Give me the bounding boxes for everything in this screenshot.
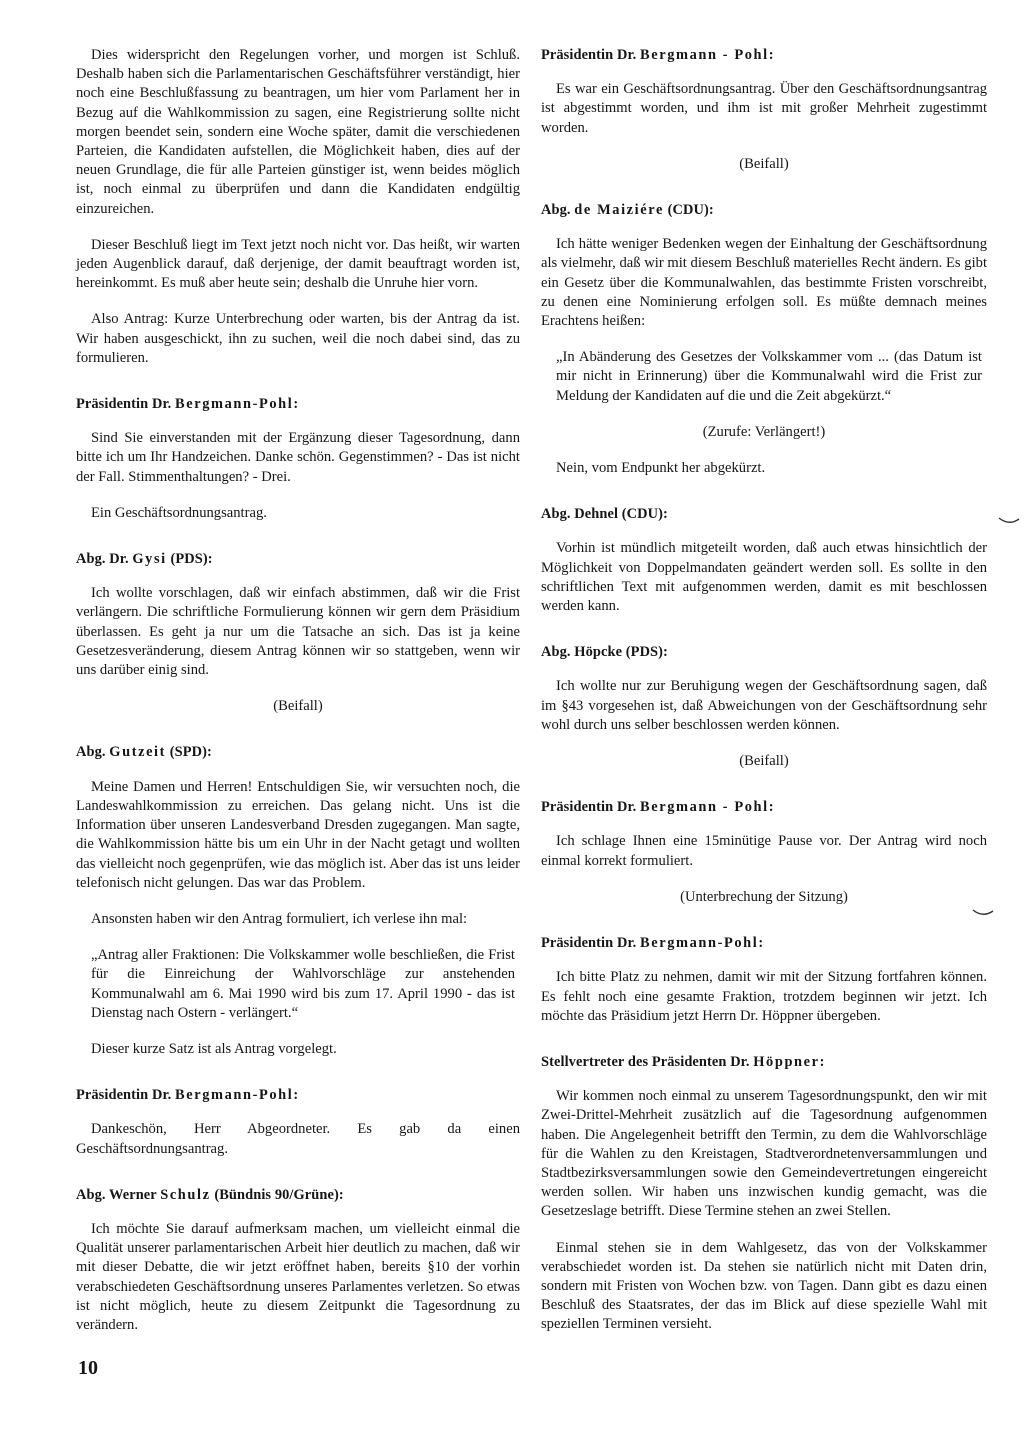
- speaker-party: (CDU):: [621, 506, 668, 523]
- speaker-colon: :: [293, 1087, 299, 1104]
- speaker-party: (Bündnis 90/Grüne):: [214, 1186, 344, 1203]
- quoted-motion: „Antrag aller Fraktionen: Die Volkskammer wolle beschließen, die Frist für die Einreichung der Wahlvorschläge zur anstehenden Kommunalwahl am 6. Mai 1990 wird bis zum 17. April 1990 - das ist Dienstag nach Ostern - verlängert.“: [91, 947, 515, 1021]
- interjection-note: (Zurufe: Verlängert!): [702, 423, 826, 440]
- paragraph: Einmal stehen sie in dem Wahlgesetz, das von der Volkskammer verabschiedet worden ist. Da stehen sie natürlich nicht mit Daten drin, sondern mit Fristen von Wochen bzw. von Tagen. Dann gibt es dazu einen Beschluß des Staatsrates, der das im Blick auf diese spezielle Wahl mit speziellen Terminen versieht.: [541, 1239, 987, 1333]
- speaker-heading: [76, 395, 520, 414]
- speaker-title: Abg. Dr.: [76, 551, 129, 568]
- speaker-name: Bergmann - Pohl: [640, 799, 769, 816]
- speaker-heading: [76, 1186, 520, 1205]
- paragraph: Ich möchte Sie darauf aufmerksam machen, um vielleicht einmal die Qualität unserer parlamentarischen Arbeit hier deutlich zu machen, daß wir mit dieser Debatte, die wir jetzt eröffnet haben, bereits §10 der vorhin verabschiedeten Geschäftsordnung unseres Parlamentes verletzen. So etwas ist nicht möglich, heute zu diesem Zeitpunkt die Tagesordnung zu verändern.: [76, 1220, 520, 1333]
- speaker-heading: [541, 1053, 987, 1072]
- paragraph: Ich wollte nur zur Beruhigung wegen der Geschäftsordnung sagen, daß im §43 vorgesehen ist, daß Abweichungen von der Geschäftsordnung sehr wohl durch uns selber beschlossen werden können.: [541, 678, 987, 733]
- paragraph: Meine Damen und Herren! Entschuldigen Sie, wir versuchten noch, die Landeswahlkommission zu erreichen. Das gelang nicht. Uns ist die Information über unseren Landesverband Dresden zugegangen. Man sagte, die Wahlkommission hätte bis um ein Uhr in der Nacht getagt und wollten das vielleicht noch gegenprüfen, wie das möglich ist. Aber das ist uns leider telefonisch nicht gelungen. Das war das Problem.: [76, 778, 520, 891]
- speaker-name: Gutzeit: [109, 744, 167, 761]
- speaker-heading: [76, 1086, 520, 1105]
- speaker-title: Abg.: [541, 506, 571, 523]
- quoted-text: „In Abänderung des Gesetzes der Volkskammer vom ... (das Datum ist mir nicht in Erinnerung) über die Kommunalwahl wird die Frist zur Meldung der Kandidaten auf die und die Zeit abgekürzt.“: [556, 349, 982, 404]
- applause-note: (Beifall): [739, 753, 789, 770]
- paragraph: Dies widerspricht den Regelungen vorher, und morgen ist Schluß. Deshalb haben sich die Parlamentarischen Geschäftsführer verständigt, hier noch eine Beschlußfassung zu beantragen, um hier vom Parlament her in Bezug auf die Wahlkommission zu sagen, eine Registrierung sollte nicht morgen beendet sein, sondern eine Woche später, damit die verschiedenen Parteien, die Kandidaten aufstellen, die Möglichkeit haben, dies auf der neuen Grundlage, die für alle Parteien günstiger ist, wenn beides möglich ist, noch einmal zu überprüfen und dann die Kandidaten endgültig einzureichen.: [76, 47, 520, 217]
- speaker-party: (PDS):: [625, 644, 668, 661]
- speaker-heading: [76, 550, 520, 569]
- speaker-party: (PDS):: [170, 551, 213, 568]
- speaker-title: Präsidentin Dr.: [541, 799, 637, 816]
- speaker-colon: :: [293, 396, 299, 413]
- paragraph: Dankeschön, Herr Abgeordneter. Es gab da einen Geschäftsordnungsantrag.: [76, 1121, 520, 1157]
- right-column: [541, 46, 987, 1352]
- speaker-heading: [541, 46, 987, 65]
- speaker-name: Höppner: [753, 1053, 820, 1070]
- paragraph: Also Antrag: Kurze Unterbrechung oder warten, bis der Antrag da ist. Wir haben ausgeschickt, ihn zu suchen, weil die noch dabei sind, das zu formulieren.: [76, 311, 520, 366]
- paragraph: Sind Sie einverstanden mit der Ergänzung dieser Tagesordnung, dann bitte ich um Ihr Handzeichen. Danke schön. Gegenstimmen? - Das ist nicht der Fall. Stimmenthaltungen? - Drei.: [76, 430, 520, 485]
- speaker-colon: :: [819, 1053, 825, 1070]
- applause-note: (Beifall): [739, 155, 789, 172]
- paragraph: Nein, vom Endpunkt her abgekürzt.: [556, 460, 766, 477]
- speaker-heading: [76, 743, 520, 762]
- speaker-heading: [541, 643, 987, 662]
- paragraph: Ich bitte Platz zu nehmen, damit wir mit der Sitzung fortfahren können. Es fehlt noch eine gesamte Fraktion, trotzdem beginnen wir jetzt. Ich möchte das Präsidium jetzt Herrn Dr. Höppner übergeben.: [541, 969, 987, 1024]
- paragraph: Wir kommen noch einmal zu unserem Tagesordnungspunkt, den wir mit Zwei-Drittel-Mehrheit zusätzlich auf die Tagesordnung aufgenommen haben. Die Angelegenheit betrifft den Termin, zu dem die Wahlvorschläge für die Wahlen zu den Kreistagen, Stadtverordnetenversammlungen und Stadtbezirksversammlungen sowie den Gemeindevertretungen eingereicht werden sollen. Wir haben uns inzwischen kundig gemacht, was die Gesetzeslage betrifft. Diese Termine stehen an zwei Stellen.: [541, 1088, 987, 1220]
- paragraph: Ich schlage Ihnen eine 15minütige Pause vor. Der Antrag wird noch einmal korrekt formuliert.: [541, 833, 987, 869]
- paragraph: Dieser Beschluß liegt im Text jetzt noch nicht vor. Das heißt, wir warten jeden Augenblick darauf, daß derjenige, der damit beauftragt worden ist, hereinkommt. Es muß aber heute sein; deshalb die Unruhe hier vorn.: [76, 236, 520, 292]
- paragraph: Ansonsten haben wir den Antrag formuliert, ich verlese ihn mal:: [91, 910, 468, 927]
- speaker-title: Abg.: [541, 644, 571, 661]
- speaker-name: Bergmann-Pohl: [640, 935, 759, 952]
- speaker-name: Dehnel: [574, 506, 619, 523]
- margin-tick-mark: [998, 516, 1020, 526]
- speaker-title: Abg.: [76, 744, 106, 761]
- speaker-name: Bergmann - Pohl: [640, 47, 769, 63]
- speaker-party: (CDU):: [667, 202, 714, 219]
- speaker-title: Stellvertreter des Präsidenten Dr.: [541, 1053, 750, 1070]
- speaker-heading: [541, 798, 987, 817]
- paragraph: Vorhin ist mündlich mitgeteilt worden, daß auch etwas hinsichtlich der Möglichkeit von Doppelmandaten geändert werden soll. Es sollte in den schriftlichen Text mit aufgenommen werden, damit es mit beschlossen werden kann.: [541, 540, 987, 615]
- speaker-name: Bergmann-Pohl: [175, 396, 294, 413]
- speaker-colon: :: [768, 47, 774, 63]
- applause-note: (Beifall): [273, 698, 323, 715]
- page-number: 10: [78, 1357, 98, 1379]
- speaker-name: Bergmann-Pohl: [175, 1087, 294, 1104]
- speaker-name: Gysi: [132, 551, 167, 568]
- speaker-heading: [541, 934, 987, 953]
- speaker-name: Höpcke: [574, 644, 623, 661]
- speaker-title: Abg.: [541, 202, 571, 219]
- paragraph: Ich hätte weniger Bedenken wegen der Einhaltung der Geschäftsordnung als vielmehr, daß wir mit diesem Beschluß materielles Recht ändern. Es gibt ein Gesetz über die Kommunalwahlen, das bestimmte Fristen vorschreibt, zu denen eine Nominierung erfolgen soll. Es müßte demnach meines Erachtens heißen:: [541, 236, 987, 330]
- speaker-heading: [541, 505, 987, 524]
- speaker-title: Präsidentin Dr.: [76, 396, 172, 413]
- speaker-colon: :: [768, 799, 774, 816]
- speaker-title: Präsidentin Dr.: [76, 1087, 172, 1104]
- paragraph: Ich wollte vorschlagen, daß wir einfach abstimmen, daß wir die Frist verlängern. Die schriftliche Formulierung können wir gern dem Präsidium überlassen. Es geht ja nur um die Tatsache an sich. Das ist ja keine Gesetzesveränderung, diesem Antrag können wir so stattgeben, wenn wir uns darüber einig sind.: [76, 585, 520, 679]
- speaker-name: de Maiziére: [574, 202, 664, 219]
- speaker-heading: [541, 201, 987, 220]
- paragraph: Ein Geschäftsordnungsantrag.: [91, 504, 267, 521]
- speaker-colon: :: [758, 935, 764, 952]
- paragraph: Es war ein Geschäftsordnungsantrag. Über den Geschäftsordnungsantrag ist abgestimmt worden, und ihm ist mit großer Mehrheit zugestimmt worden.: [541, 81, 987, 136]
- speaker-party: (SPD):: [169, 744, 212, 761]
- margin-tick-mark: [972, 908, 994, 918]
- left-column: [76, 46, 520, 1352]
- speaker-title: Präsidentin Dr.: [541, 935, 637, 952]
- session-break-note: (Unterbrechung der Sitzung): [680, 888, 848, 905]
- paragraph: Dieser kurze Satz ist als Antrag vorgelegt.: [91, 1040, 337, 1057]
- speaker-title: Abg. Werner: [76, 1186, 157, 1203]
- speaker-title: Präsidentin Dr.: [541, 47, 637, 63]
- speaker-name: Schulz: [160, 1186, 211, 1203]
